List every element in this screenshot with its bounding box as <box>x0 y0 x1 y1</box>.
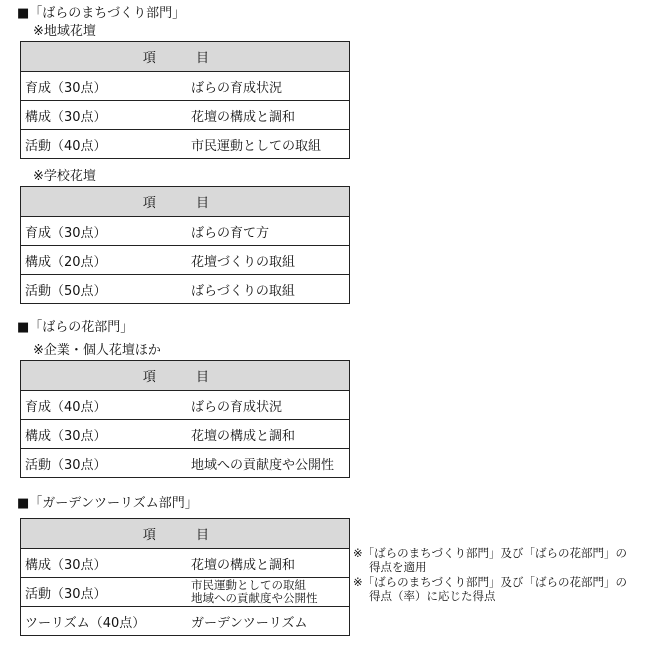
notes <box>353 546 627 604</box>
row-desc: 花壇の構成と調和 <box>185 549 350 578</box>
row-desc: 花壇の構成と調和 <box>185 101 350 130</box>
row-desc: ばらの育成状況 <box>185 72 350 101</box>
note-line: ※「ばらのまちづくり部門」及び「ばらの花部門」の <box>353 546 628 560</box>
table-row <box>21 101 350 130</box>
note-line: 得点を適用 <box>369 560 427 574</box>
row-label: 活動（50点） <box>21 275 186 304</box>
table-row <box>21 549 350 578</box>
row-desc-line: 地域への貢献度や公開性 <box>191 591 318 605</box>
row-desc: 市民運動としての取組 <box>185 130 350 159</box>
row-label: 活動（40点） <box>21 130 186 159</box>
row-label: 構成（30点） <box>21 101 186 130</box>
table-row <box>21 275 350 304</box>
row-label: 構成（20点） <box>21 246 186 275</box>
row-desc: 地域への貢献度や公開性 <box>185 449 350 478</box>
row-label: 育成（30点） <box>21 217 186 246</box>
table-gakko-kadan <box>20 186 350 304</box>
table-header: 項 目 <box>21 519 350 549</box>
row-desc: ばらの育成状況 <box>185 391 350 420</box>
note-line: ※「ばらのまちづくり部門」及び「ばらの花部門」の <box>353 575 628 589</box>
note-2 <box>353 575 627 603</box>
note-line: 得点（率）に応じた得点 <box>369 589 496 603</box>
table-header: 項 目 <box>21 42 350 72</box>
row-desc <box>185 578 350 607</box>
table-row <box>21 449 350 478</box>
table-row <box>21 420 350 449</box>
table-row <box>21 391 350 420</box>
row-desc: ガーデンツーリズム <box>185 607 350 636</box>
row-label: ツーリズム（40点） <box>21 607 186 636</box>
section-heading-bara-no-hana: ■「ばらの花部門」 <box>17 320 134 335</box>
table-header: 項 目 <box>21 361 350 391</box>
row-label: 育成（30点） <box>21 72 186 101</box>
table-row <box>21 578 350 607</box>
row-label: 活動（30点） <box>21 449 186 478</box>
row-desc: 花壇の構成と調和 <box>185 420 350 449</box>
table-chiiki-kadan <box>20 41 350 159</box>
row-desc: 花壇づくりの取組 <box>185 246 350 275</box>
section-heading-machizukuri: ■「ばらのまちづくり部門」 <box>17 6 186 21</box>
row-desc-line: 市民運動としての取組 <box>191 578 306 592</box>
subheading-kigyo-kojin: ※企業・個人花壇ほか <box>33 343 161 358</box>
row-desc: ばらづくりの取組 <box>185 275 350 304</box>
note-1 <box>353 546 627 574</box>
table-header: 項 目 <box>21 187 350 217</box>
row-label: 活動（30点） <box>21 578 186 607</box>
table-kigyo-kojin <box>20 360 350 478</box>
subheading-chiiki-kadan: ※地域花壇 <box>33 24 96 39</box>
subheading-gakko-kadan: ※学校花壇 <box>33 169 96 184</box>
table-row <box>21 72 350 101</box>
row-label: 育成（40点） <box>21 391 186 420</box>
row-desc: ばらの育て方 <box>185 217 350 246</box>
table-row <box>21 217 350 246</box>
table-row <box>21 246 350 275</box>
section-heading-garden-tourism: ■「ガーデンツーリズム部門」 <box>17 496 198 511</box>
table-row <box>21 130 350 159</box>
table-row <box>21 607 350 636</box>
table-garden-tourism <box>20 518 350 636</box>
row-label: 構成（30点） <box>21 420 186 449</box>
row-label: 構成（30点） <box>21 549 186 578</box>
